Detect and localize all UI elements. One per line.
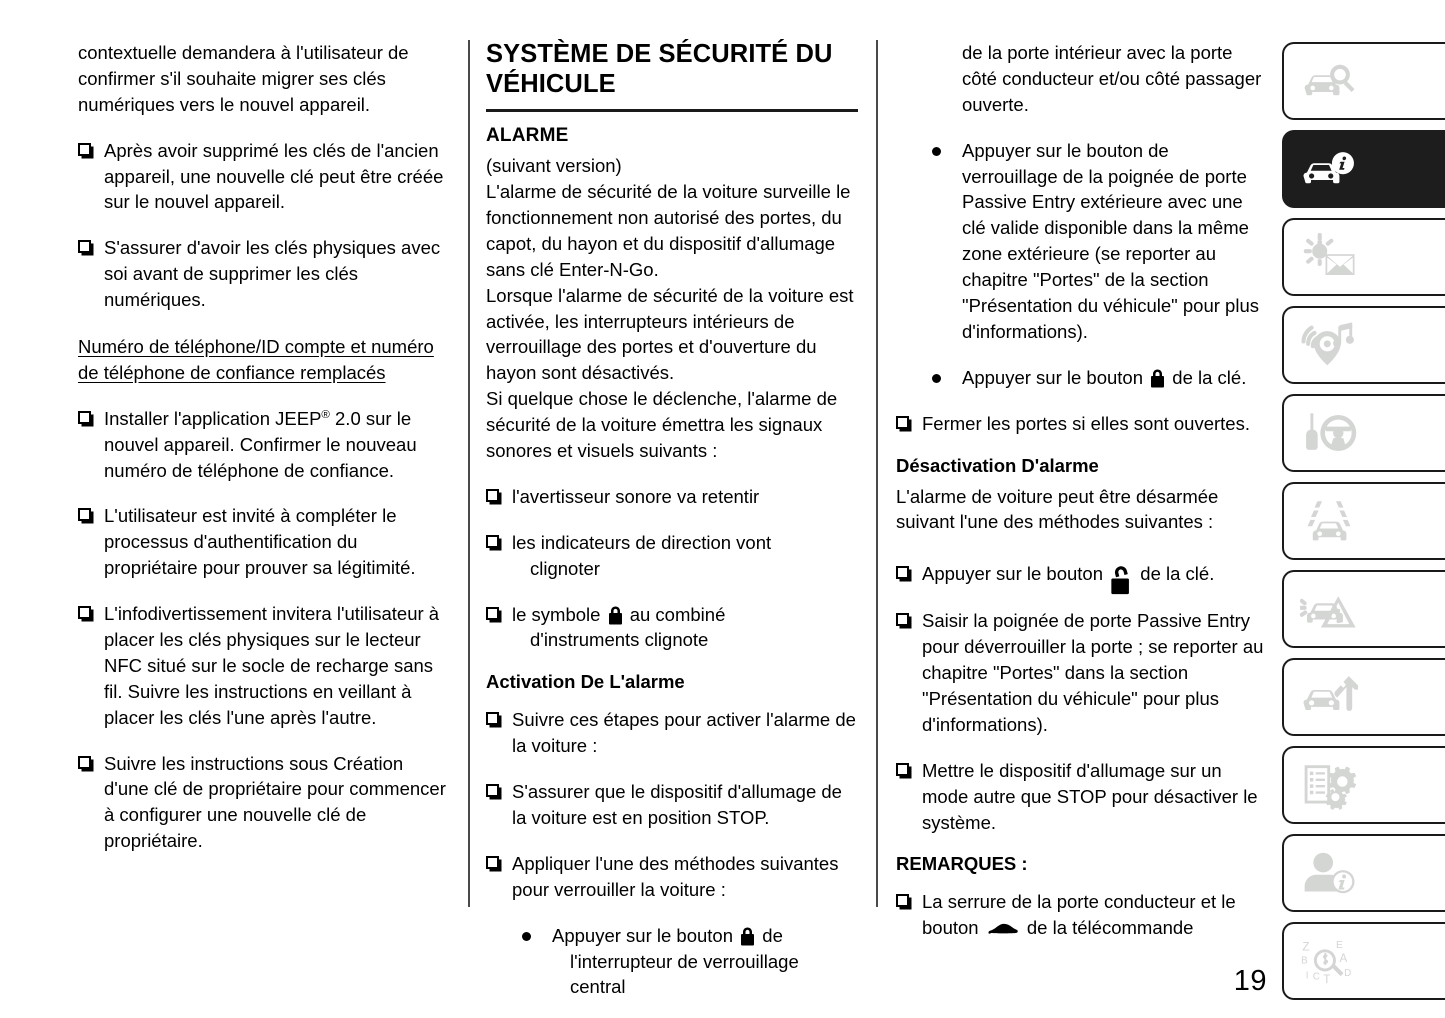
square-bullet-icon <box>486 489 499 502</box>
car-info-icon <box>1300 144 1358 194</box>
list-item-text-pre: Installer l'application JEEP <box>104 407 322 429</box>
sidebar-item-driving[interactable] <box>1282 394 1445 472</box>
square-bullet-icon <box>896 763 909 776</box>
intro-paragraph-1: L'alarme de sécurité de la voiture surveille le fonctionnement non autorisé des portes, du capot, du hayon et du dispositif d'allumage sans clé Enter-N-Go. <box>486 181 851 280</box>
square-bullet-icon <box>896 416 909 429</box>
list-item <box>896 758 1268 836</box>
lock-icon <box>740 927 755 946</box>
list-gears-icon <box>1300 760 1358 810</box>
list-item <box>928 138 1268 345</box>
svg-text:B: B <box>1301 955 1308 967</box>
list-item <box>486 602 858 654</box>
list-item-text: Suivre ces étapes pour activer l'alarme de la voiture : <box>512 709 856 757</box>
sidebar-item-index[interactable] <box>1282 922 1445 1000</box>
square-bullet-icon <box>78 756 91 769</box>
list-item <box>518 923 858 1001</box>
audio-location-icon <box>1300 320 1358 370</box>
car-lane-icon <box>1300 496 1358 546</box>
registered-mark: ® <box>321 408 330 421</box>
sidebar-item-warning-lights-messages[interactable] <box>1282 218 1445 296</box>
subsection-heading: Numéro de téléphone/ID compte et numéro de téléphone de confiance remplacés <box>78 336 434 383</box>
trunk-icon <box>987 921 1019 936</box>
square-bullet-icon <box>78 508 91 521</box>
list-item <box>896 889 1268 941</box>
list-item-text-post: de la clé. <box>1172 366 1247 388</box>
svg-text:E: E <box>1335 940 1343 952</box>
square-bullet-icon <box>78 411 91 424</box>
gearshift-steering-wheel-icon <box>1300 408 1358 458</box>
list-item-text-pre: Appuyer sur le bouton <box>922 563 1104 585</box>
dot-bullet-icon <box>932 147 941 156</box>
person-info-icon <box>1300 848 1358 898</box>
list-item-text: S'assurer que le dispositif d'allumage de la voiture est en position STOP. <box>512 781 842 828</box>
sidebar-item-vehicle-info[interactable] <box>1282 130 1445 208</box>
page-title: SYSTÈME DE SÉCURITÉ DU VÉHICULE <box>486 40 833 98</box>
sidebar-item-specifications[interactable] <box>1282 746 1445 824</box>
list-item-text-line2: clignoter <box>530 557 600 579</box>
square-bullet-icon <box>896 566 909 579</box>
list-item <box>78 751 450 855</box>
list-item <box>78 406 450 484</box>
list-item <box>928 365 1268 391</box>
col1-top-list <box>78 138 450 313</box>
dot-bullet-icon <box>932 374 941 383</box>
list-item <box>486 779 858 831</box>
deactivation-intro: L'alarme de voiture peut être désarmée suivant l'une des méthodes suivantes : <box>896 485 1219 533</box>
list-item-text-post: au combiné <box>629 603 726 625</box>
unlock-icon <box>1110 565 1133 594</box>
list-item <box>896 608 1268 737</box>
list-item <box>896 411 1268 437</box>
list-item-text: Saisir la poignée de porte Passive Entry pour déverrouiller la porte ; se reporter au chapitre "Portes" dans la section "Présentation du véhicule" pour plus d'informations). <box>922 610 1264 735</box>
list-item <box>486 707 858 759</box>
square-bullet-icon <box>78 606 91 619</box>
sidebar-item-maintenance[interactable] <box>1282 658 1445 736</box>
list-item-text-pre: Appuyer sur le bouton <box>552 924 734 946</box>
list-item-text-post: de la clé. <box>1140 563 1215 585</box>
svg-text:D: D <box>1344 968 1352 980</box>
list-item <box>486 484 858 510</box>
column-1 <box>78 40 450 920</box>
sidebar-item-customer-assistance[interactable] <box>1282 834 1445 912</box>
activation-list <box>486 707 858 902</box>
list-item-text: Suivre les instructions sous Création d'une clé de propriétaire pour commencer à configurer une nouvelle clé de propriétaire. <box>104 752 446 852</box>
svg-text:A: A <box>1339 952 1348 966</box>
remarks-list <box>896 889 1268 941</box>
column-2 <box>486 40 858 998</box>
list-item-text: Mettre le dispositif d'allumage sur un mode autre que STOP pour désactiver le système. <box>922 759 1258 833</box>
dot-bullet-icon <box>522 932 531 941</box>
deactivation-heading: Désactivation D'alarme <box>896 454 1099 476</box>
version-note: (suivant version) <box>486 155 622 177</box>
list-item <box>896 561 1268 588</box>
list-item-text-pre: Appuyer sur le bouton <box>962 366 1144 388</box>
square-bullet-icon <box>896 894 909 907</box>
section-heading: ALARME <box>486 125 569 147</box>
list-item-text: Fermer les portes si elles sont ouvertes. <box>922 412 1250 434</box>
list-item-text: L'infodivertissement invitera l'utilisateur à placer les clés physiques sur le lecteur NFC situé sur le socle de recharge sans fil. Suivre les instructions en veillant à placer les clés l'une après l'autre. <box>104 603 440 728</box>
col1-bottom-list <box>78 406 450 854</box>
lock-icon <box>1150 369 1165 388</box>
car-wrench-icon <box>1300 672 1358 722</box>
list-item <box>78 138 450 216</box>
continued-bullet-text: de la porte intérieur avec la porte côté conducteur et/ou côté passager ouverte. <box>962 42 1262 115</box>
list-item-text: Appuyer sur le bouton de verrouillage de la poignée de porte Passive Entry extérieure avec une clé valide disponible dans la même zone extérieure (se reporter au chapitre "Portes" de la section "Présentation du véhicule" pour plus d'informations). <box>962 139 1259 342</box>
close-doors-list <box>896 411 1268 437</box>
list-item-text: Après avoir supprimé les clés de l'ancien appareil, une nouvelle clé peut être créée sur le nouvel appareil. <box>104 139 444 213</box>
list-item-text: Appliquer l'une des méthodes suivantes pour verrouiller la voiture : <box>512 852 839 900</box>
alphabet-magnifier-icon <box>1300 936 1358 986</box>
col3-dot-list <box>896 138 1268 391</box>
svg-text:I: I <box>1305 970 1309 982</box>
svg-text:Z: Z <box>1302 940 1310 954</box>
square-bullet-icon <box>78 240 91 253</box>
deactivation-list <box>896 561 1268 835</box>
list-item-text: l'avertisseur sonore va retentir <box>512 485 760 507</box>
page-number: 19 <box>1233 965 1267 997</box>
car-warning-triangle-icon <box>1300 584 1358 634</box>
activation-sub-list <box>486 923 858 1001</box>
square-bullet-icon <box>486 607 499 620</box>
list-item-text-line2: d'instruments clignote <box>530 629 709 651</box>
square-bullet-icon <box>486 856 499 869</box>
list-item-text-line2: l'interrupteur de verrouillage central <box>570 950 799 998</box>
sidebar-item-vehicle-inspection[interactable] <box>1282 42 1445 120</box>
list-item-text-pre: le symbole <box>512 603 601 625</box>
list-item <box>486 530 858 582</box>
square-bullet-icon <box>896 613 909 626</box>
square-bullet-icon <box>486 784 499 797</box>
remarks-heading: REMARQUES : <box>896 853 1028 875</box>
light-envelope-icon <box>1300 232 1358 282</box>
square-bullet-icon <box>486 712 499 725</box>
list-item-text-post: 2.0 sur le nouvel appareil. Confirmer le nouveau numéro de téléphone de confiance. <box>104 407 417 481</box>
activation-heading: Activation De L'alarme <box>486 671 685 693</box>
list-item-text: S'assurer d'avoir les clés physiques avec soi avant de supprimer les clés numériques. <box>104 237 441 311</box>
continued-paragraph: contextuelle demandera à l'utilisateur de confirmer s'il souhaite migrer ses clés numériques vers le nouvel appareil. <box>78 42 409 115</box>
sidebar-item-driver-assistance[interactable] <box>1282 482 1445 560</box>
sidebar-item-emergency[interactable] <box>1282 570 1445 648</box>
list-item <box>78 601 450 730</box>
column-3 <box>896 40 1268 939</box>
list-item-text-pre: La serrure de la porte conducteur et le bouton <box>922 891 1236 939</box>
list-item-text-post: de <box>762 924 783 946</box>
intro-paragraph-3: Si quelque chose le déclenche, l'alarme de sécurité de la voiture émettra les signaux sonores et visuels suivants : <box>486 388 838 461</box>
lock-icon <box>608 606 623 625</box>
signals-list <box>486 484 858 653</box>
list-item-text-post: de la télécommande <box>1026 917 1194 939</box>
square-bullet-icon <box>486 535 499 548</box>
list-item <box>486 851 858 903</box>
car-magnifier-icon <box>1300 56 1358 106</box>
intro-paragraph-2: Lorsque l'alarme de sécurité de la voiture est activée, les interrupteurs intérieurs de verrouillage des portes et d'ouverture du hayon sont désactivés. <box>486 284 854 384</box>
title-rule <box>486 109 858 112</box>
sidebar-item-infotainment-navigation[interactable] <box>1282 306 1445 384</box>
svg-text:C: C <box>1312 971 1320 983</box>
list-item <box>78 503 450 581</box>
list-item <box>78 235 450 313</box>
list-item-text: L'utilisateur est invité à compléter le processus d'authentification du propriétaire pour prouver sa légitimité. <box>104 505 416 579</box>
section-tab-rail <box>1282 42 1445 986</box>
list-item-text: les indicateurs de direction vont <box>512 531 772 553</box>
svg-text:T: T <box>1323 973 1331 986</box>
square-bullet-icon <box>78 143 91 156</box>
